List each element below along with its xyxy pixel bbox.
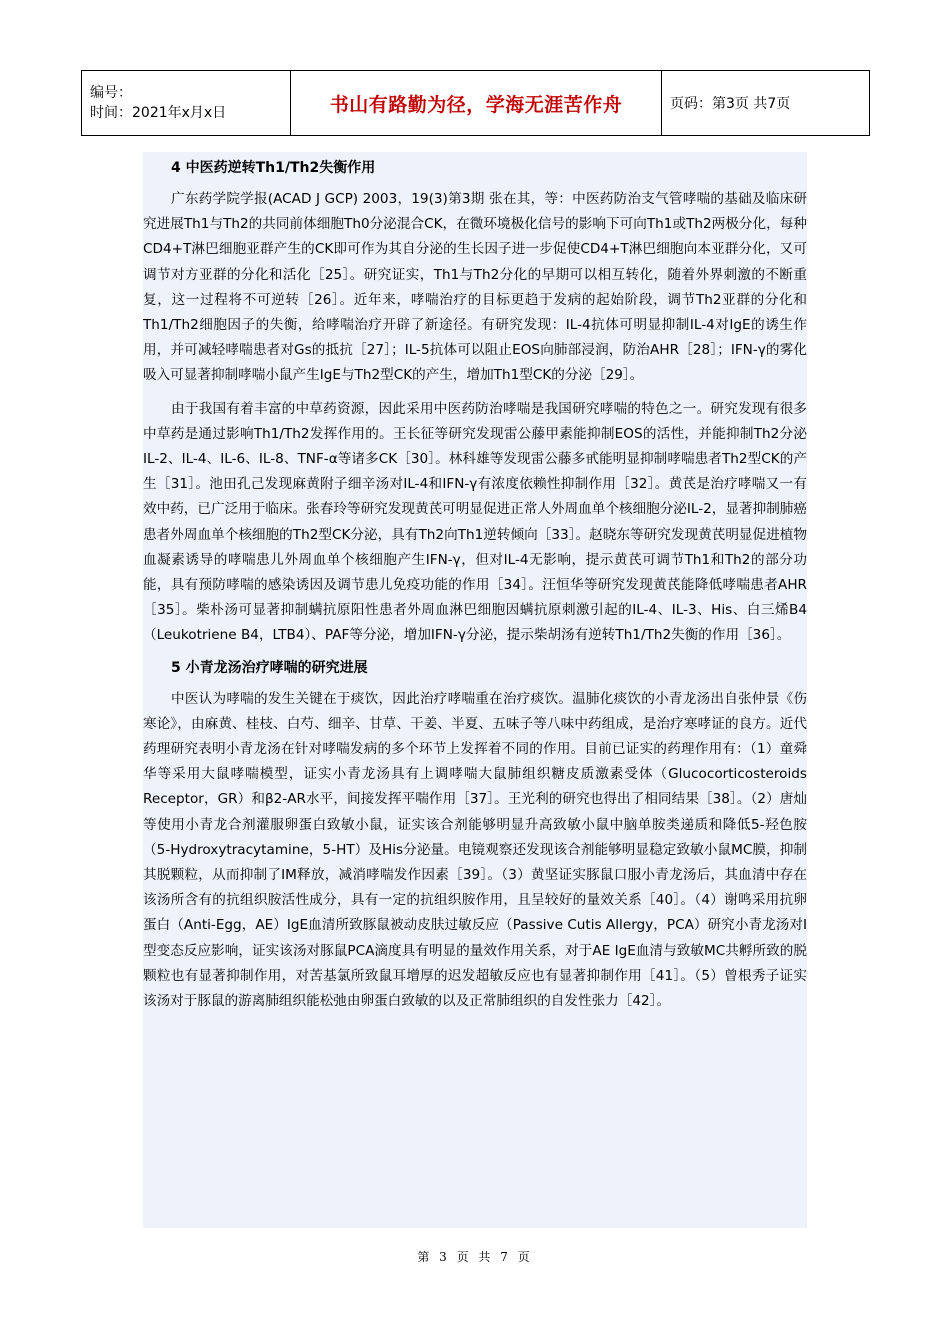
header-table bbox=[81, 70, 870, 136]
header-page-info: 页码：第3页 共7页 bbox=[662, 71, 870, 136]
header-motto: 书山有路勤为径，学海无涯苦作舟 bbox=[291, 71, 662, 136]
page-footer: 第 3 页 共 7 页 bbox=[417, 1250, 533, 1264]
section-heading: 4 中医药逆转Th1/Th2失衡作用 bbox=[171, 160, 376, 176]
paragraph: 广东药学院学报(ACAD J GCP) 2003，19(3)第3期 张在其，等：中医药防治支气管哮喘的基础及临床研究进展Th1与Th2的共同前体细胞Th0分泌混合CK，在微环境极化信号的影响下可向Th1或Th2两极分化，每种CD4+T淋巴细胞亚群产生的CK即可作为其自分泌的生长因子进一步促使CD4+T淋巴细胞向本亚群分化，又可调节对方亚群的分化和活化［25］。研究证实，Th1与Th2分化的早期可以相互转化，随着外界刺激的不断重复，这一过程将不可逆转［26］。近年来，哮喘治疗的目标更趋于发病的起始阶段，调节Th2亚群的分化和Th1/Th2细胞因子的失衡，给哮喘治疗开辟了新途径。有研究发现：IL-4抗体可明显抑制IL-4对IgE的诱生作用，并可减轻哮喘患者对Gs的抵抗［27］；IL-5抗体可以阻止EOS向肺部浸润，防治AHR［28］；IFN-γ的雾化吸入可显著抑制哮喘小鼠产生IgE与Th2型CK的产生，增加Th1型CK的分泌［29］。 bbox=[143, 191, 807, 384]
document-number-label: 编号： bbox=[90, 85, 132, 101]
document-body bbox=[143, 152, 807, 1228]
header-meta-cell bbox=[82, 71, 291, 136]
paragraph: 由于我国有着丰富的中草药资源，因此采用中医药防治哮喘是我国研究哮喘的特色之一。研究发现有很多中草药是通过影响Th1/Th2发挥作用的。王长征等研究发现雷公藤甲素能抑制EOS的活性，并能抑制Th2分泌IL-2、IL-4、IL-6、IL-8、TNF-α等诸多CK［30］。林科雄等发现雷公藤多甙能明显抑制哮喘患者Th2型CK的产生［31］。池田孔己发现麻黄附子细辛汤对IL-4和IFN-γ有浓度依赖性抑制作用［32］。黄芪是治疗哮喘又一有效中药，已广泛用于临床。张春玲等研究发现黄芪可明显促进正常人外周血单个核细胞分泌IL-2，显著抑制肺癌患者外周血单个核细胞的Th2型CK分泌，具有Th2向Th1逆转倾向［33］。赵晓东等研究发现黄芪明显促进植物血凝素诱导的哮喘患儿外周血单个核细胞产生IFN-γ，但对IL-4无影响，提示黄芪可调节Th1和Th2的部分功能，具有预防哮喘的感染诱因及调节患儿免疫功能的作用［34］。汪恒华等研究发现黄芪能降低哮喘患者AHR［35］。柴朴汤可显著抑制螨抗原阳性患者外周血淋巴细胞因螨抗原刺激引起的IL-4、IL-3、His、白三烯B4（Leukotriene B4，LTB4）、PAF等分泌，增加IFN-γ分泌，提示柴胡汤有逆转Th1/Th2失衡的作用［36］。 bbox=[143, 400, 807, 644]
paragraph: 中医认为哮喘的发生关键在于痰饮，因此治疗哮喘重在治疗痰饮。温肺化痰饮的小青龙汤出自张仲景《伤寒论》，由麻黄、桂枝、白芍、细辛、甘草、干姜、半夏、五味子等八味中药组成，是治疗寒哮证的良方。近代药理研究表明小青龙汤在针对哮喘发病的多个环节上发挥着不同的作用。目前已证实的药理作用有：（1）童舜华等采用大鼠哮喘模型，证实小青龙汤具有上调哮喘大鼠肺组织糖皮质激素受体（Glucocorticosteroids Receptor，GR）和β2-AR水平，间接发挥平喘作用［37］。王光利的研究也得出了相同结果［38］。（2）唐灿等使用小青龙合剂灌服卵蛋白致敏小鼠，证实该合剂能够明显升高致敏小鼠中脑单胺类递质和降低5-羟色胺（5-Hydroxytracytamine，5-HT）及His分泌量。电镜观察还发现该合剂能够明显稳定致敏小鼠MC膜，抑制其脱颗粒，从而抑制了IM释放，减消哮喘发作因素［39］。（3）黄坚证实豚鼠口服小青龙汤后，其血清中存在该汤所含有的抗组织胺活性成分，具有一定的抗组织胺作用，且呈较好的量效关系［40］。（4）谢鸣采用抗卵蛋白（Anti-Egg，AE）IgE血清所致豚鼠被动皮肤过敏反应（Passive Cutis Allergy，PCA）研究小青龙汤对Ⅰ型变态反应影响，证实该汤对豚鼠PCA滴度具有明显的量效作用关系，对于AE IgE血清与致敏MC共孵所致的脱颗粒也有显著抑制作用，对苦基氯所致鼠耳增厚的迟发超敏反应也有显著抑制作用［41］。（5）曾根秀子证实该汤对于豚鼠的游离肺组织能松弛由卵蛋白致敏的以及正常肺组织的自发性张力［42］。 bbox=[143, 690, 807, 1010]
section-heading: 5 小青龙汤治疗哮喘的研究进展 bbox=[171, 659, 368, 676]
document-date: 时间：2021年x月x日 bbox=[90, 105, 227, 121]
